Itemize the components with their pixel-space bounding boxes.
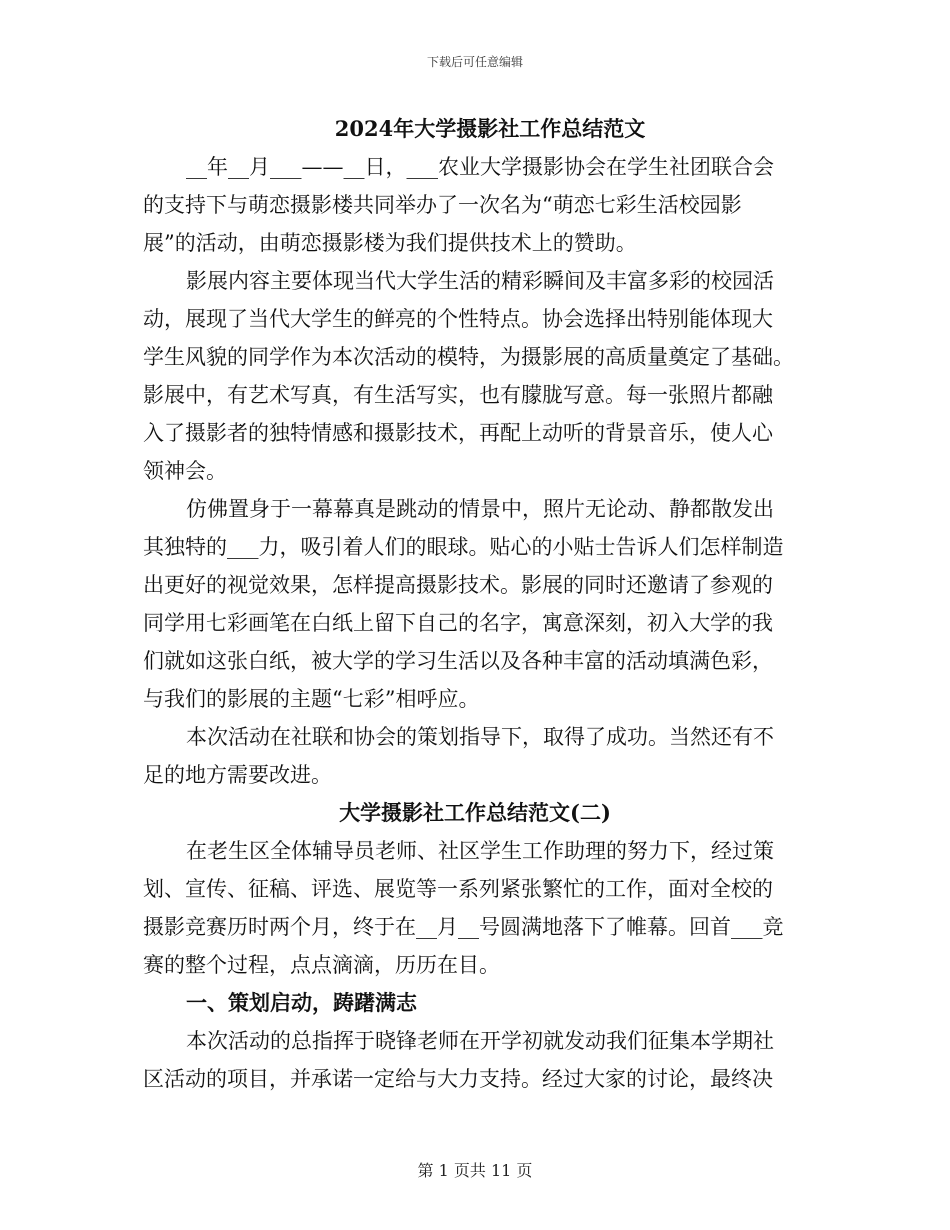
document-body [143,110,807,1098]
document-subtitle: 大学摄影社工作总结范文(二) [339,800,611,825]
paragraph-line: 同学用七彩画笔在白纸上留下自己的名字，寓意深刻，初入大学的我 [143,611,773,635]
section-heading: 一、策划启动，踌躇满志 [186,990,417,1015]
paragraph-line: 学生风貌的同学作为本次活动的模特，为摄影展的高质量奠定了基础。 [143,345,794,369]
paragraph-line: 动，展现了当代大学生的鲜亮的个性特点。协会选择出特别能体现大 [143,307,773,331]
paragraph-line: 入了摄影者的独特情感和摄影技术，再配上动听的背景音乐，使人心 [143,421,773,445]
paragraph-line: 展”的活动，由萌恋摄影楼为我们提供技术上的赞助。 [143,231,637,255]
paragraph-line: 本次活动的总指挥于晓锋老师在开学初就发动我们征集本学期社 [186,1029,774,1053]
paragraph-line: 摄影竞赛历时两个月，终于在__月__号圆满地落下了帷幕。回首___竞 [143,915,784,939]
section-3 [143,1022,807,1098]
paragraph [143,718,807,794]
paragraph-line: 的支持下与萌恋摄影楼共同举办了一次名为“萌恋七彩生活校园影 [143,193,742,217]
paragraph-line: 本次活动在社联和协会的策划指导下，取得了成功。当然还有不 [186,725,774,749]
section-1 [143,148,807,794]
document-title: 2024年大学摄影社工作总结范文 [334,116,646,141]
paragraph-line: 影展中，有艺术写真，有生活写实，也有朦胧写意。每一张照片都融 [143,383,773,407]
paragraph [143,262,807,490]
paragraph [143,1022,807,1098]
paragraph-line: 仿佛置身于一幕幕真是跳动的情景中，照片无论动、静都散发出 [186,497,774,521]
paragraph [143,832,807,984]
paragraph-line: 领神会。 [143,459,227,483]
paragraph-line: 划、宣传、征稿、评选、展览等一系列紧张繁忙的工作，面对全校的 [143,877,773,901]
paragraph [143,148,807,262]
paragraph-line: 其独特的___力，吸引着人们的眼球。贴心的小贴士告诉人们怎样制造 [143,535,784,559]
paragraph-line: 们就如这张白纸，被大学的学习生活以及各种丰富的活动填满色彩， [143,649,773,673]
page-footer: 第 1 页共 11 页 [417,1161,533,1180]
section-2 [143,832,807,984]
paragraph-line: 出更好的视觉效果，怎样提高摄影技术。影展的同时还邀请了参观的 [143,573,773,597]
page-header-note: 下载后可任意编辑 [426,55,523,69]
paragraph-line: 与我们的影展的主题“七彩”相呼应。 [143,687,480,711]
paragraph-line: 影展内容主要体现当代大学生活的精彩瞬间及丰富多彩的校园活 [186,269,774,293]
paragraph-line: 赛的整个过程，点点滴滴，历历在目。 [143,953,500,977]
paragraph-line: 区活动的项目，并承诺一定给与大力支持。经过大家的讨论，最终决 [143,1067,773,1091]
paragraph [143,490,807,718]
paragraph-line: 足的地方需要改进。 [143,763,332,787]
paragraph-line: 在老生区全体辅导员老师、社区学生工作助理的努力下，经过策 [186,839,774,863]
paragraph-line: __年__月___——__日，___农业大学摄影协会在学生社团联合会 [186,155,774,179]
